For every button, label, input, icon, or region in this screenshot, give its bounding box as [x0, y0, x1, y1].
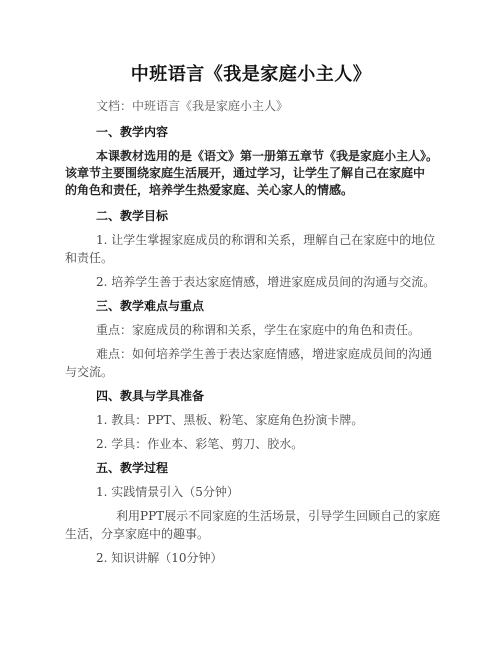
section-heading-content: 一、教学内容	[96, 125, 169, 139]
section-heading-goals: 二、教学目标	[96, 209, 169, 223]
section-heading-tools: 四、教具与学具准备	[96, 389, 205, 403]
content-paragraph-line-1: 本课教材选用的是《语文》第一册第五章节《我是家庭小主人》。	[96, 149, 439, 163]
process-step-1-desc-line-2: 生活，分享家庭中的趣事。	[65, 527, 210, 541]
difficulty-line-2: 与交流。	[65, 365, 114, 379]
section-heading-process: 五、教学过程	[96, 461, 169, 475]
goal-1-line-2: 和责任。	[65, 251, 114, 265]
tools-teacher: 1. 教具：PPT、黑板、粉笔、家庭角色扮演卡牌。	[96, 413, 364, 427]
document-source-line: 文档：中班语言《我是家庭小主人》	[96, 99, 289, 113]
tools-student: 2. 学具：作业本、彩笔、剪刀、胶水。	[96, 437, 304, 451]
process-step-1-desc-line-1: 利用PPT展示不同家庭的生活场景，引导学生回顾自己的家庭	[116, 509, 441, 523]
content-paragraph-line-3: 的角色和责任，培养学生热爱家庭、关心家人的情感。	[65, 183, 354, 197]
content-paragraph-line-2: 该章节主要围绕家庭生活展开，通过学习，让学生了解自己在家庭中	[65, 166, 426, 180]
goal-2: 2. 培养学生善于表达家庭情感，增进家庭成员间的沟通与交流。	[96, 275, 436, 289]
section-heading-key-points: 三、教学难点与重点	[96, 299, 205, 313]
document-title: 中班语言《我是家庭小主人》	[130, 64, 372, 85]
difficulty-line-1: 难点：如何培养学生善于表达家庭情感，增进家庭成员间的沟通	[96, 347, 433, 361]
goal-1-line-1: 1. 让学生掌握家庭成员的称谓和关系，理解自己在家庭中的地位	[96, 233, 436, 247]
process-step-1: 1. 实践情景引入（5分钟）	[96, 485, 239, 499]
process-step-2: 2. 知识讲解（10分钟）	[96, 551, 223, 565]
key-point-text: 重点：家庭成员的称谓和关系，学生在家庭中的角色和责任。	[96, 323, 421, 337]
